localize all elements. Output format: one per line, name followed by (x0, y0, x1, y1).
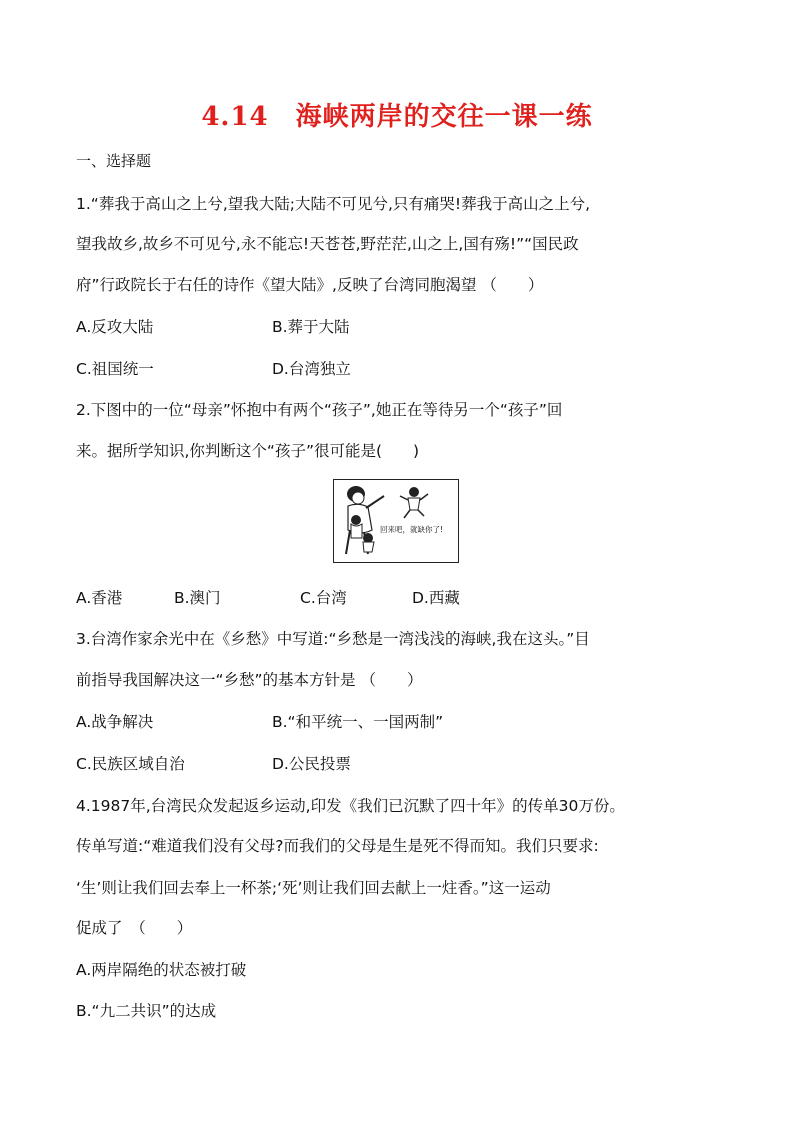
question-1-text-line-3: 府”行政院长于右任的诗作《望大陆》,反映了台湾同胞渴望 （ ） (76, 276, 544, 294)
page-title: 4.14 海峡两岸的交往一课一练 (201, 102, 593, 132)
question-4-text-line-1: 4.1987年,台湾民众发起返乡运动,印发《我们已沉默了四十年》的传单30万份。 (76, 797, 625, 815)
question-3-option-d: D.公民投票 (272, 755, 351, 773)
question-3-option-b: B.“和平统一、一国两制” (272, 713, 444, 731)
section-heading: 一、选择题 (76, 152, 152, 170)
question-3-option-a: A.战争解决 (76, 713, 154, 731)
cartoon-illustration (334, 480, 458, 562)
question-4-text-line-4: 促成了 （ ） (76, 919, 193, 937)
question-2-option-c: C.台湾 (300, 589, 347, 607)
question-1-option-a: A.反攻大陆 (76, 318, 154, 336)
question-2-text-line-1: 2.下图中的一位“母亲”怀抱中有两个“孩子”,她正在等待另一个“孩子”回 (76, 401, 563, 419)
question-3-option-c: C.民族区域自治 (76, 755, 185, 773)
question-1-option-d: D.台湾独立 (272, 360, 351, 378)
question-2-option-d: D.西藏 (412, 589, 460, 607)
question-2-option-a: A.香港 (76, 589, 123, 607)
question-1-text-line-1: 1.“葬我于高山之上兮,望我大陆;大陆不可见兮,只有痛哭!葬我于高山之上兮, (76, 195, 591, 213)
question-4-option-a: A.两岸隔绝的状态被打破 (76, 961, 247, 979)
cartoon-caption: 回来吧，就缺你了! (380, 525, 444, 534)
question-1-option-b: B.葬于大陆 (272, 318, 350, 336)
question-2-option-b: B.澳门 (174, 589, 221, 607)
question-4-option-b: B.“九二共识”的达成 (76, 1002, 217, 1020)
question-2-text-line-2: 来。据所学知识,你判断这个“孩子”很可能是( ) (76, 442, 420, 460)
question-3-text-line-2: 前指导我国解决这一“乡愁”的基本方针是 （ ） (76, 671, 423, 689)
question-3-text-line-1: 3.台湾作家余光中在《乡愁》中写道:“乡愁是一湾浅浅的海峡,我在这头。”目 (76, 630, 590, 648)
question-4-text-line-2: 传单写道:“难道我们没有父母?而我们的父母是生是死不得而知。我们只要求: (76, 837, 599, 855)
question-1-text-line-2: 望我故乡,故乡不可见兮,永不能忘!天苍苍,野茫茫,山之上,国有殇!”“国民政 (76, 235, 579, 253)
question-4-text-line-3: ‘生’则让我们回去奉上一杯茶;‘死’则让我们回去献上一炷香。”这一运动 (76, 879, 551, 897)
mother-children-cartoon (333, 479, 459, 563)
question-1-option-c: C.祖国统一 (76, 360, 154, 378)
